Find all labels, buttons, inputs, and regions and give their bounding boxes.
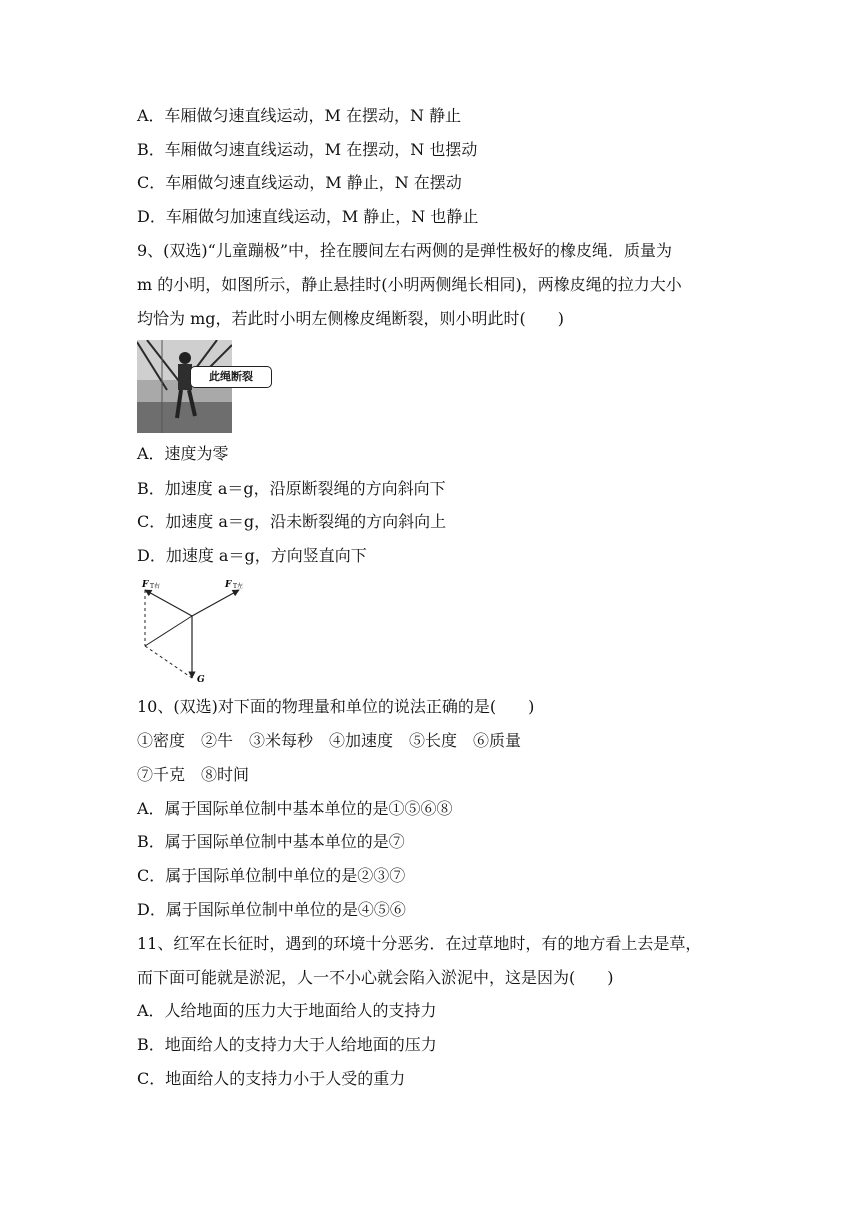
q9-stem-line-3: 均恰为 mg，若此时小明左侧橡皮绳断裂，则小明此时( ) — [137, 309, 564, 328]
q9-option-c: C．加速度 a＝g，沿未断裂绳的方向斜向上 — [137, 512, 447, 531]
label-f-left: F — [225, 580, 232, 590]
q9-option-a: A．速度为零 — [137, 444, 229, 463]
label-f-left-sub: T左 — [233, 583, 244, 590]
q8-option-b: B．车厢做匀速直线运动，M 在摆动，N 也摆动 — [137, 140, 478, 159]
label-f-right-sub: T右 — [150, 583, 161, 590]
photo-label: 此绳断裂 — [190, 366, 272, 388]
q10-items-line-1: ①密度 ②牛 ③米每秒 ④加速度 ⑤长度 ⑥质量 — [137, 731, 522, 750]
q11-stem-line-1: 11、红军在长征时，遇到的环境十分恶劣．在过草地时，有的地方看上去是草， — [137, 934, 702, 953]
q10-items-line-2: ⑦千克 ⑧时间 — [137, 765, 250, 784]
q10-stem: 10、(双选)对下面的物理量和单位的说法正确的是( ) — [137, 697, 535, 716]
q11-option-c: C．地面给人的支持力小于人受的重力 — [137, 1069, 406, 1088]
force-diagram — [137, 574, 249, 686]
q9-stem-line-2: m 的小明，如图所示，静止悬挂时(小明两侧绳长相同)，两橡皮绳的拉力大小 — [137, 275, 682, 294]
q11-option-b: B．地面给人的支持力大于人给地面的压力 — [137, 1035, 437, 1054]
q8-option-a: A．车厢做匀速直线运动，M 在摆动，N 静止 — [137, 106, 462, 125]
q8-option-c: C．车厢做匀速直线运动，M 静止，N 在摆动 — [137, 173, 462, 192]
label-f-right: F — [142, 580, 149, 590]
q8-option-d: D．车厢做匀加速直线运动，M 静止，N 也静止 — [137, 207, 479, 226]
q9-option-d: D．加速度 a＝g，方向竖直向下 — [137, 546, 367, 565]
q11-stem-line-2: 而下面可能就是淤泥，人一不小心就会陷入淤泥中，这是因为( ) — [137, 968, 614, 987]
q10-option-b: B．属于国际单位制中基本单位的是⑦ — [137, 832, 405, 851]
q10-option-a: A．属于国际单位制中基本单位的是①⑤⑥⑧ — [137, 799, 453, 818]
label-g: G — [197, 675, 205, 685]
q9-option-b: B．加速度 a＝g，沿原断裂绳的方向斜向下 — [137, 479, 446, 498]
q9-stem-line-1: 9、(双选)“儿童蹦极”中，拴在腰间左右两侧的是弹性极好的橡皮绳．质量为 — [137, 241, 673, 260]
q10-option-d: D．属于国际单位制中单位的是④⑤⑥ — [137, 900, 406, 919]
q11-option-a: A．人给地面的压力大于地面给人的支持力 — [137, 1001, 437, 1020]
q10-option-c: C．属于国际单位制中单位的是②③⑦ — [137, 866, 406, 885]
